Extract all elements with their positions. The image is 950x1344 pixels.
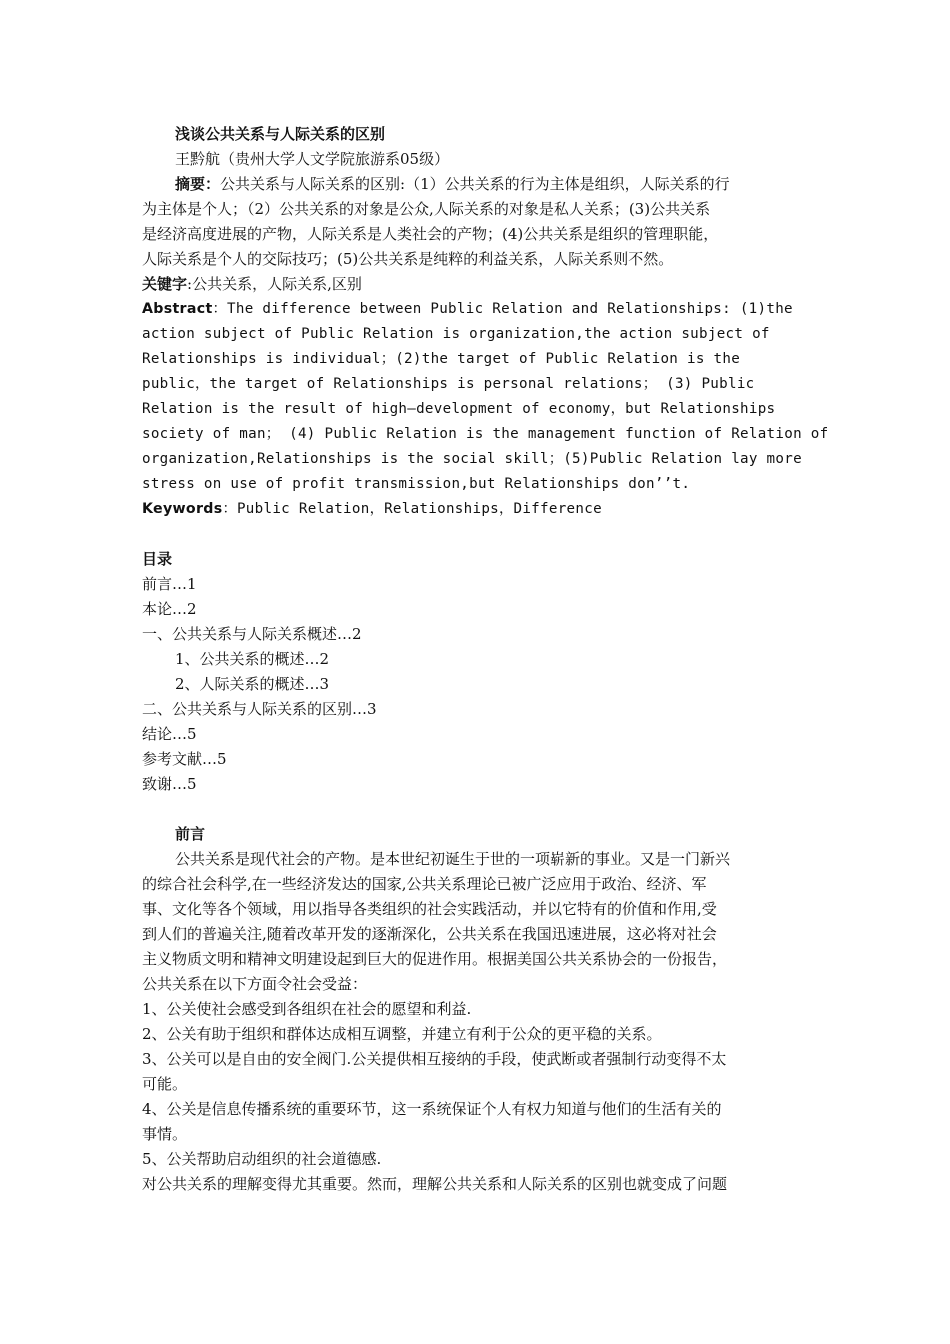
document-page bbox=[142, 122, 829, 1197]
toc-item: 一、公共关系与人际关系概述…2 bbox=[142, 625, 362, 643]
abstract-cn-line-1: 摘要：公共关系与人际关系的区别:（1）公共关系的行为主体是组织，人际关系的行 bbox=[175, 175, 730, 193]
abstract-en-label: Abstract bbox=[142, 301, 213, 317]
toc-item: 1、公共关系的概述…2 bbox=[175, 650, 330, 668]
author-line: 王黔航（贵州大学人文学院旅游系05级） bbox=[175, 150, 450, 168]
toc-item: 参考文献…5 bbox=[142, 750, 227, 768]
abstract-cn-line-2: 为主体是个人；（2）公共关系的对象是公众,人际关系的对象是私人关系；(3)公共关系 bbox=[142, 200, 711, 218]
toc-item: 2、人际关系的概述…3 bbox=[175, 675, 330, 693]
abstract-en-line-1: Abstract：The difference between Public Relation and Relationships: (1)the bbox=[142, 301, 793, 317]
preface-line: 对公共关系的理解变得尤其重要。然而，理解公共关系和人际关系的区别也就变成了问题 bbox=[142, 1175, 728, 1193]
preface-line: 可能。 bbox=[142, 1075, 188, 1093]
preface-line: 事情。 bbox=[142, 1125, 188, 1143]
keywords-cn-label: 关键字 bbox=[142, 275, 188, 293]
abstract-cn-line-4: 人际关系是个人的交际技巧；(5)公共关系是纯粹的利益关系，人际关系则不然。 bbox=[142, 250, 674, 268]
preface-heading: 前言 bbox=[175, 825, 206, 843]
spacer bbox=[142, 797, 802, 822]
preface-line: 公共关系是现代社会的产物。是本世纪初诞生于世的一项崭新的事业。又是一门新兴 bbox=[175, 850, 731, 868]
abstract-cn-label: 摘要： bbox=[175, 175, 221, 193]
abstract-en-line-4: public，the target of Relationships is personal relations； (3) Public bbox=[142, 376, 755, 392]
preface-line: 3、公关可以是自由的安全阀门.公关提供相互接纳的手段，使武断或者强制行动变得不太 bbox=[142, 1050, 727, 1068]
preface-line: 的综合社会科学,在一些经济发达的国家,公共关系理论已被广泛应用于政治、经济、军 bbox=[142, 875, 707, 893]
keywords-en: Keywords：Public Relation，Relationships，Difference bbox=[142, 501, 602, 517]
keywords-en-label: Keywords bbox=[142, 501, 223, 517]
abstract-en-line-6: society of man； (4) Public Relation is the management function of Relation of bbox=[142, 426, 829, 442]
toc-item: 结论…5 bbox=[142, 725, 197, 743]
abstract-en-line-2: action subject of Public Relation is organization,the action subject of bbox=[142, 326, 770, 342]
toc-item: 致谢…5 bbox=[142, 775, 197, 793]
keywords-cn: 关键字:公共关系，人际关系,区别 bbox=[142, 275, 362, 293]
preface-line: 事、文化等各个领域，用以指导各类组织的社会实践活动，并以它特有的价值和作用,受 bbox=[142, 900, 717, 918]
preface-line: 5、公关帮助启动组织的社会道德感. bbox=[142, 1150, 382, 1168]
toc-list bbox=[142, 572, 802, 797]
abstract-cn-line-3: 是经济高度进展的产物，人际关系是人类社会的产物；(4)公共关系是组织的管理职能， bbox=[142, 225, 719, 243]
abstract-en-line-7: organization,Relationships is the social skill；(5)Public Relation lay more bbox=[142, 451, 802, 467]
spacer bbox=[142, 522, 802, 547]
abstract-en-line-5: Relation is the result of high—development of economy，but Relationships bbox=[142, 401, 776, 417]
toc-item: 二、公共关系与人际关系的区别…3 bbox=[142, 700, 377, 718]
toc-item: 本论…2 bbox=[142, 600, 197, 618]
preface-line: 公共关系在以下方面令社会受益： bbox=[142, 975, 368, 993]
toc-heading: 目录 bbox=[142, 550, 173, 568]
preface-line: 2、公关有助于组织和群体达成相互调整，并建立有利于公众的更平稳的关系。 bbox=[142, 1025, 662, 1043]
preface-line: 到人们的普遍关注,随着改革开发的逐渐深化，公共关系在我国迅速进展，这必将对社会 bbox=[142, 925, 717, 943]
preface-line: 主义物质文明和精神文明建设起到巨大的促进作用。根据美国公共关系协会的一份报告， bbox=[142, 950, 728, 968]
abstract-en-line-3: Relationships is individual；(2)the target of Public Relation is the bbox=[142, 351, 741, 367]
toc-item: 前言…1 bbox=[142, 575, 197, 593]
preface-line: 1、公关使社会感受到各组织在社会的愿望和利益. bbox=[142, 1000, 472, 1018]
preface-line: 4、公关是信息传播系统的重要环节，这一系统保证个人有权力知道与他们的生活有关的 bbox=[142, 1100, 722, 1118]
document-title: 浅谈公共关系与人际关系的区别 bbox=[175, 125, 386, 143]
abstract-en-line-8: stress on use of profit transmission,but Relationships don’’t. bbox=[142, 476, 691, 492]
